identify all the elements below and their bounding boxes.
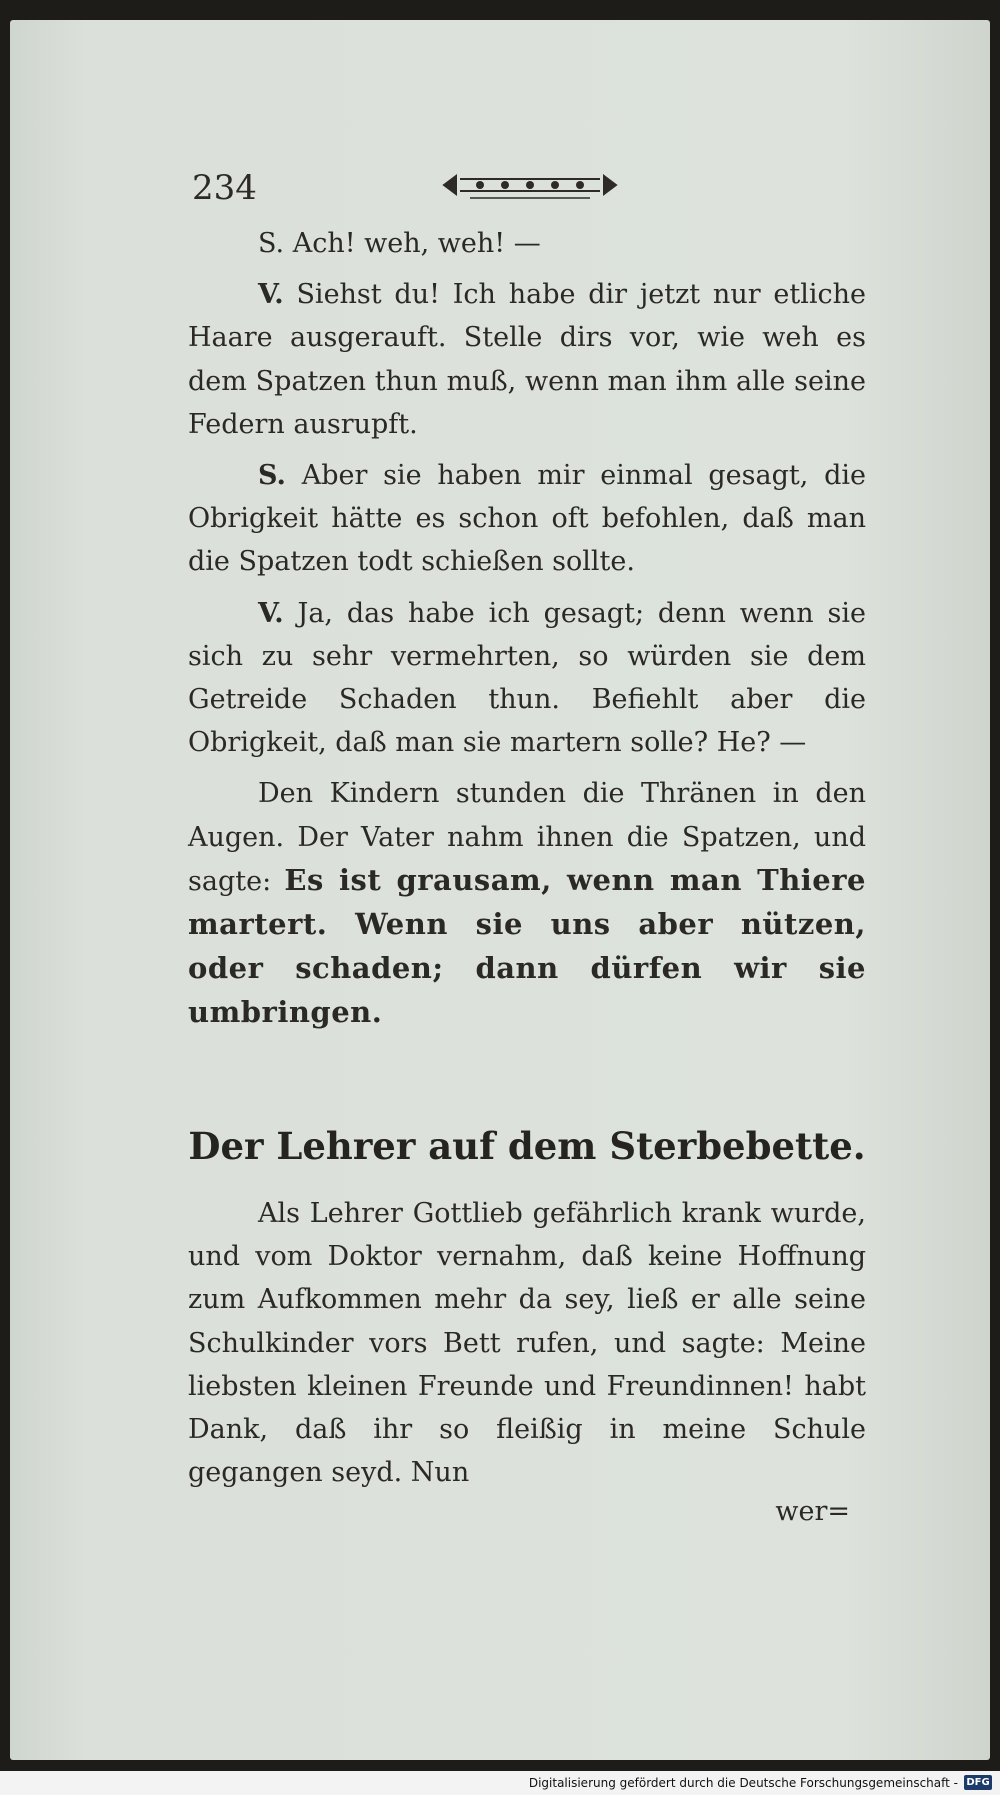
dialog-text: Ja, das habe ich gesagt; denn wenn sie sich zu sehr vermehrten, so würden sie dem Getreide Schaden thun. Befiehlt aber die Obrigkeit, daß man sie martern solle? He? —: [188, 597, 866, 759]
section-heading: Der Lehrer auf dem Sterbebette.: [188, 1124, 866, 1168]
page-number: 234: [192, 168, 257, 208]
printer-ornament-icon: [440, 168, 620, 202]
dialog-text: Aber sie haben mir einmal gesagt, die Obrigkeit hätte es schon oft befohlen, daß man die Spatzen todt schießen sollte.: [188, 460, 866, 578]
digitization-footer: [0, 1771, 1000, 1795]
dialog-paragraph-3: [188, 454, 866, 584]
moral-statement: Es ist grausam, wenn man Thiere martert. Wenn sie uns aber nützen, oder schaden; dann dürfen wir sie umbringen.: [188, 862, 866, 1030]
footer-text: Digitalisierung gefördert durch die Deutsche Forschungsgemeinschaft -: [528, 1776, 958, 1790]
catchword: wer=: [775, 1496, 850, 1527]
story-paragraph: Als Lehrer Gottlieb gefährlich krank wurde, und vom Doktor vernahm, daß keine Hoffnung zum Aufkommen mehr da sey, ließ er alle seine Schulkinder vors Bett rufen, und sagte: Meine liebsten kleinen Freunde und Freundinnen! habt Dank, daß ihr so fleißig in meine Schule gegangen seyd. Nun: [188, 1198, 866, 1489]
second-text-block: [188, 1192, 866, 1494]
dialog-line-1: S. Ach! weh, weh! —: [258, 228, 541, 259]
narrative-paragraph: [188, 772, 866, 1035]
speaker-label: S.: [258, 460, 286, 492]
dialog-text: Siehst du! Ich habe dir jetzt nur etliche Haare ausgerauft. Stelle dirs vor, wie weh es dem Spatzen thun muß, wenn man ihm alle seine Federn ausrupft.: [188, 279, 866, 440]
dialog-paragraph-4: [188, 592, 866, 765]
speaker-label: V.: [258, 597, 284, 629]
dialog-paragraph-2: [188, 273, 866, 446]
speaker-label: V.: [258, 279, 284, 311]
narrative-text: Den Kindern stunden die Thränen in den Augen. Der Vater nahm ihnen die Spatzen, und sagte:: [188, 778, 866, 897]
main-text-block: [188, 222, 866, 1044]
dfg-logo: DFG: [964, 1775, 992, 1790]
